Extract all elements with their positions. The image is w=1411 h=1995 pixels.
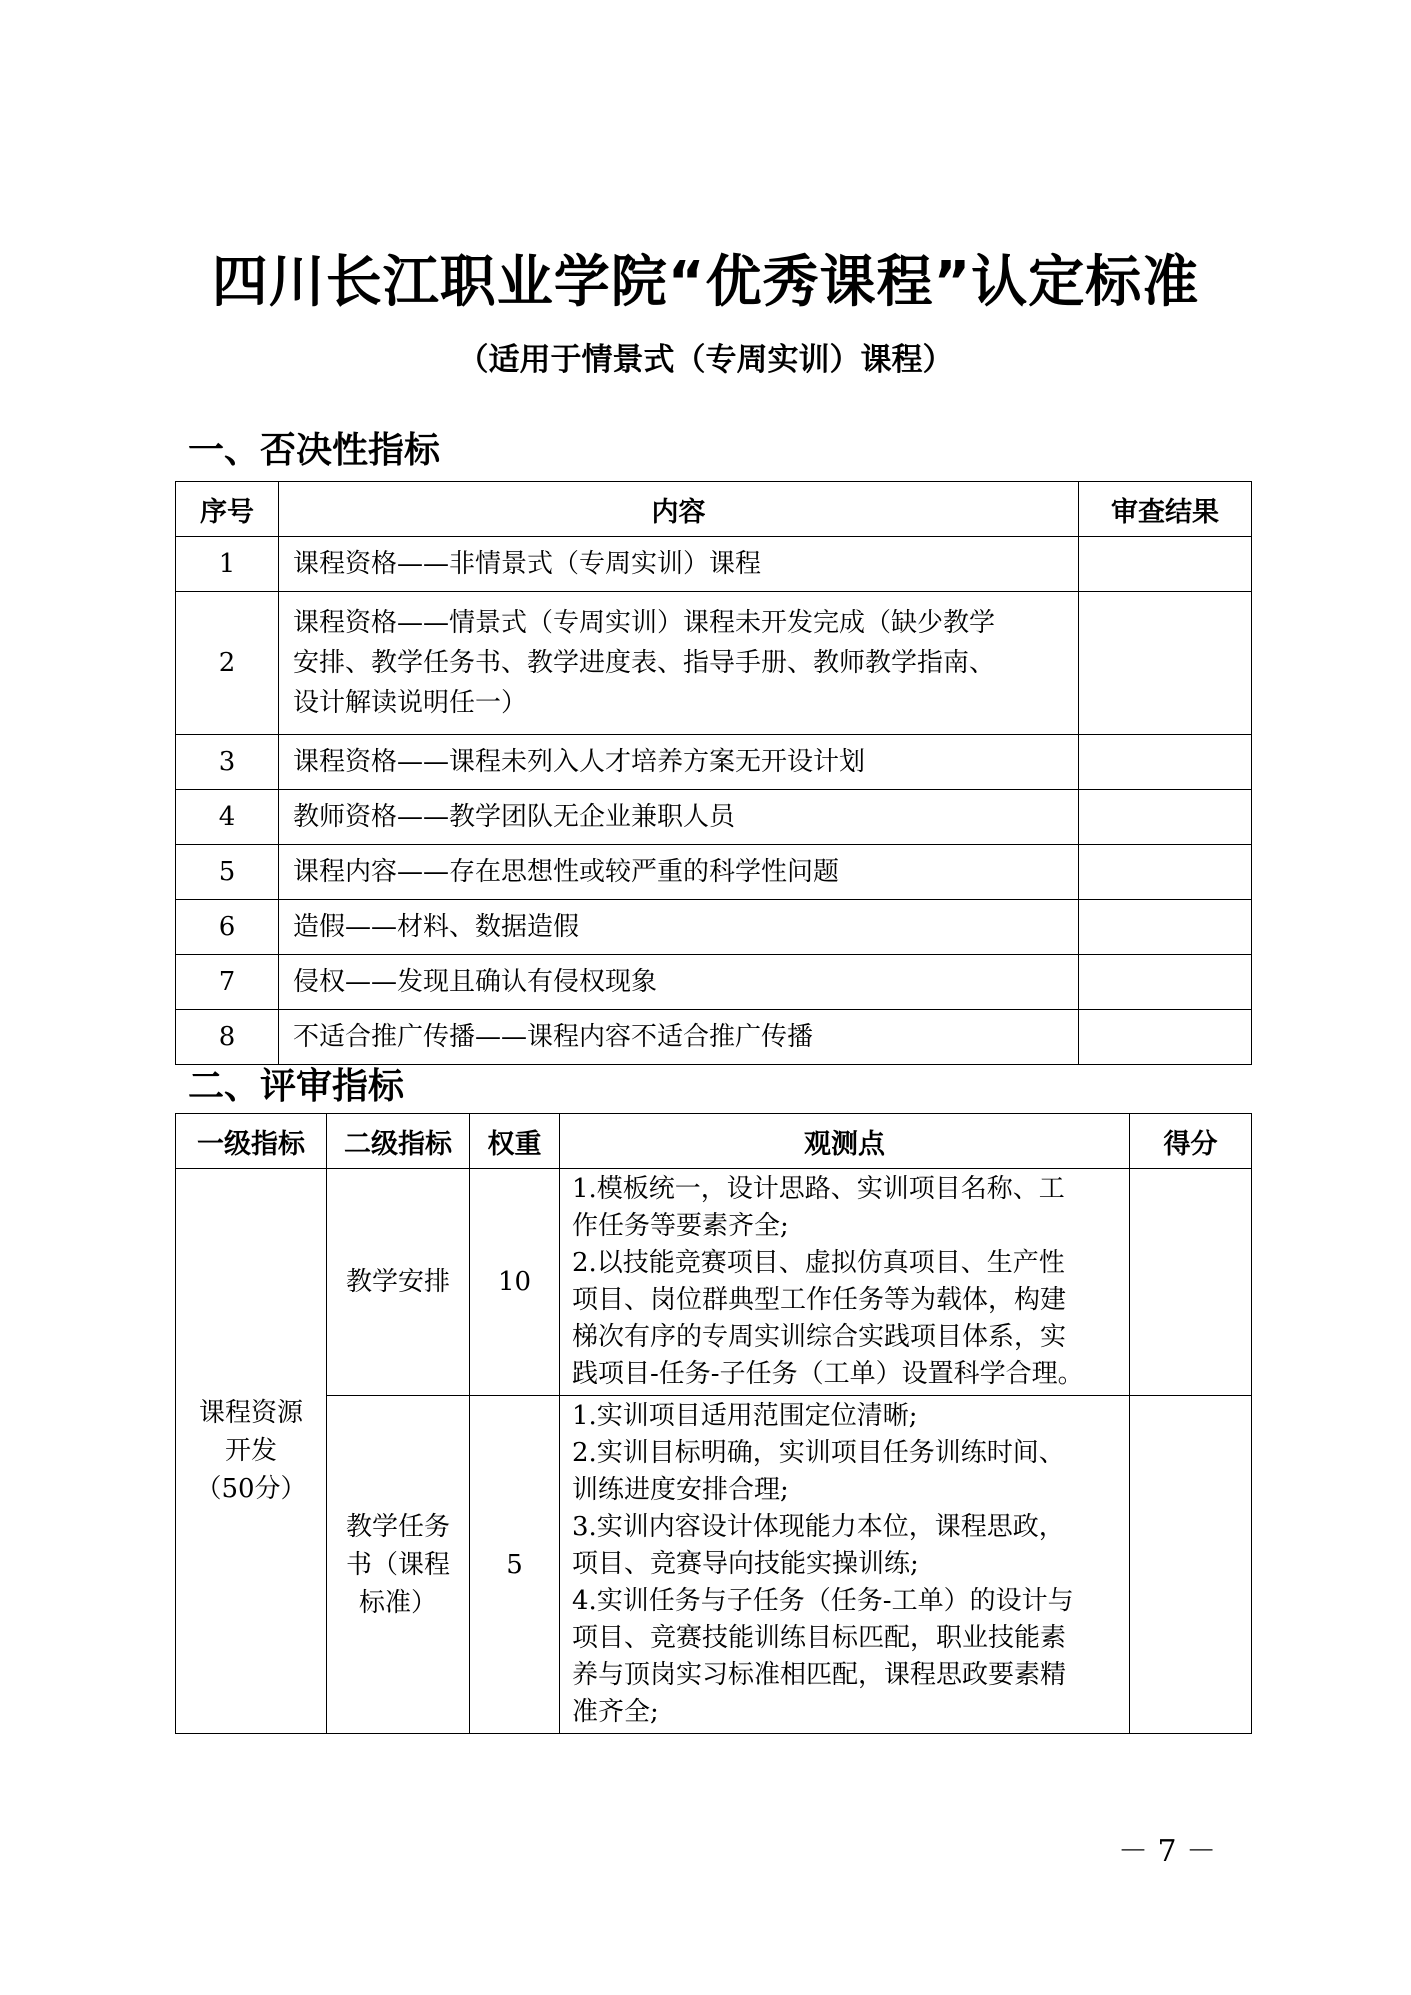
observation-line: 4.实训任务与子任务（任务-工单）的设计与 [572,1586,1074,1616]
section-heading-veto: 一、否决性指标 [188,430,441,471]
row-content: 侵权——发现且确认有侵权现象 [279,955,1079,1010]
row-content [279,592,1079,735]
col-header-weight: 权重 [470,1114,560,1169]
col-header-num: 序号 [176,482,279,537]
table-row [176,1396,1252,1734]
col-header-level2: 二级指标 [327,1114,470,1169]
level1-line: 开发 [224,1436,277,1466]
table-row [176,537,1252,592]
row-content: 课程资格——课程未列入人才培养方案无开设计划 [279,735,1079,790]
observation-line: 2.实训目标明确，实训项目任务训练时间、 [572,1438,1065,1468]
observation-line: 践项目-任务-子任务（工单）设置科学合理。 [572,1359,1084,1389]
observation-cell [560,1396,1130,1734]
row-number: 3 [176,735,279,790]
page-subtitle: （适用于情景式（专周实训）课程） [457,342,954,378]
page-title: 四川长江职业学院“优秀课程”认定标准 [211,250,1200,315]
level1-line: （50分） [195,1474,307,1504]
review-result-cell [1079,1010,1252,1065]
table-header-row [176,482,1252,537]
col-header-level1: 一级指标 [176,1114,327,1169]
level2-line: 教学任务 [345,1511,450,1542]
row-number: 1 [176,537,279,592]
col-header-score: 得分 [1130,1114,1252,1169]
observation-line: 准齐全; [572,1697,659,1727]
review-indicator-table [175,1113,1252,1734]
review-result-cell [1079,900,1252,955]
row-number: 2 [176,592,279,735]
observation-line: 项目、竞赛技能训练目标匹配，职业技能素 [572,1623,1067,1653]
observation-line: 养与顶岗实习标准相匹配，课程思政要素精 [572,1660,1067,1690]
level1-indicator-cell [176,1169,327,1734]
row-number: 4 [176,790,279,845]
level2-indicator-cell [327,1169,470,1396]
row-number: 7 [176,955,279,1010]
observation-line: 作任务等要素齐全; [572,1211,789,1241]
col-header-content: 内容 [279,482,1079,537]
observation-line: 梯次有序的专周实训综合实践项目体系，实 [572,1322,1067,1352]
row-content: 教师资格——教学团队无企业兼职人员 [279,790,1079,845]
table-row [176,735,1252,790]
observation-line: 3.实训内容设计体现能力本位，课程思政， [572,1512,1065,1542]
table-header-row [176,1114,1252,1169]
row-content: 课程内容——存在思想性或较严重的科学性问题 [279,845,1079,900]
table-row [176,955,1252,1010]
observation-line: 1.实训项目适用范围定位清晰; [572,1401,918,1431]
observation-line: 2.以技能竞赛项目、虚拟仿真项目、生产性 [572,1248,1065,1278]
table-row [176,845,1252,900]
table-row [176,790,1252,845]
observation-cell [560,1169,1130,1396]
observation-line: 项目、竞赛导向技能实操训练; [572,1549,919,1579]
level2-line: 标准） [358,1587,437,1618]
score-cell [1130,1169,1252,1396]
weight-cell: 10 [470,1169,560,1396]
level2-line: 教学安排 [345,1267,450,1297]
content-line: 设计解读说明任一） [293,688,528,718]
row-number: 8 [176,1010,279,1065]
weight-cell: 5 [470,1396,560,1734]
review-result-cell [1079,955,1252,1010]
review-result-cell [1079,537,1252,592]
table-row [176,592,1252,735]
page-number: － 7 － [1118,1834,1217,1869]
review-result-cell [1079,735,1252,790]
row-number: 5 [176,845,279,900]
col-header-observe: 观测点 [560,1114,1130,1169]
level2-line: 书（课程 [345,1549,450,1580]
content-line: 课程资格——情景式（专周实训）课程未开发完成（缺少教学 [293,608,996,638]
score-cell [1130,1396,1252,1734]
level2-indicator-cell [327,1396,470,1734]
content-line: 安排、教学任务书、教学进度表、指导手册、教师教学指南、 [293,648,996,678]
table-row [176,1010,1252,1065]
row-content: 课程资格——非情景式（专周实训）课程 [279,537,1079,592]
row-number: 6 [176,900,279,955]
row-content: 不适合推广传播——课程内容不适合推广传播 [279,1010,1079,1065]
veto-indicator-table [175,481,1252,1065]
observation-line: 项目、岗位群典型工作任务等为载体，构建 [572,1285,1067,1315]
row-content: 造假——材料、数据造假 [279,900,1079,955]
col-header-result: 审查结果 [1079,482,1252,537]
observation-line: 训练进度安排合理; [572,1475,789,1505]
review-result-cell [1079,845,1252,900]
table-row [176,1169,1252,1396]
level1-line: 课程资源 [198,1398,303,1428]
table-row [176,900,1252,955]
review-result-cell [1079,592,1252,735]
section-heading-review: 二、评审指标 [188,1066,405,1107]
observation-line: 1.模板统一，设计思路、实训项目名称、工 [572,1174,1065,1204]
review-result-cell [1079,790,1252,845]
